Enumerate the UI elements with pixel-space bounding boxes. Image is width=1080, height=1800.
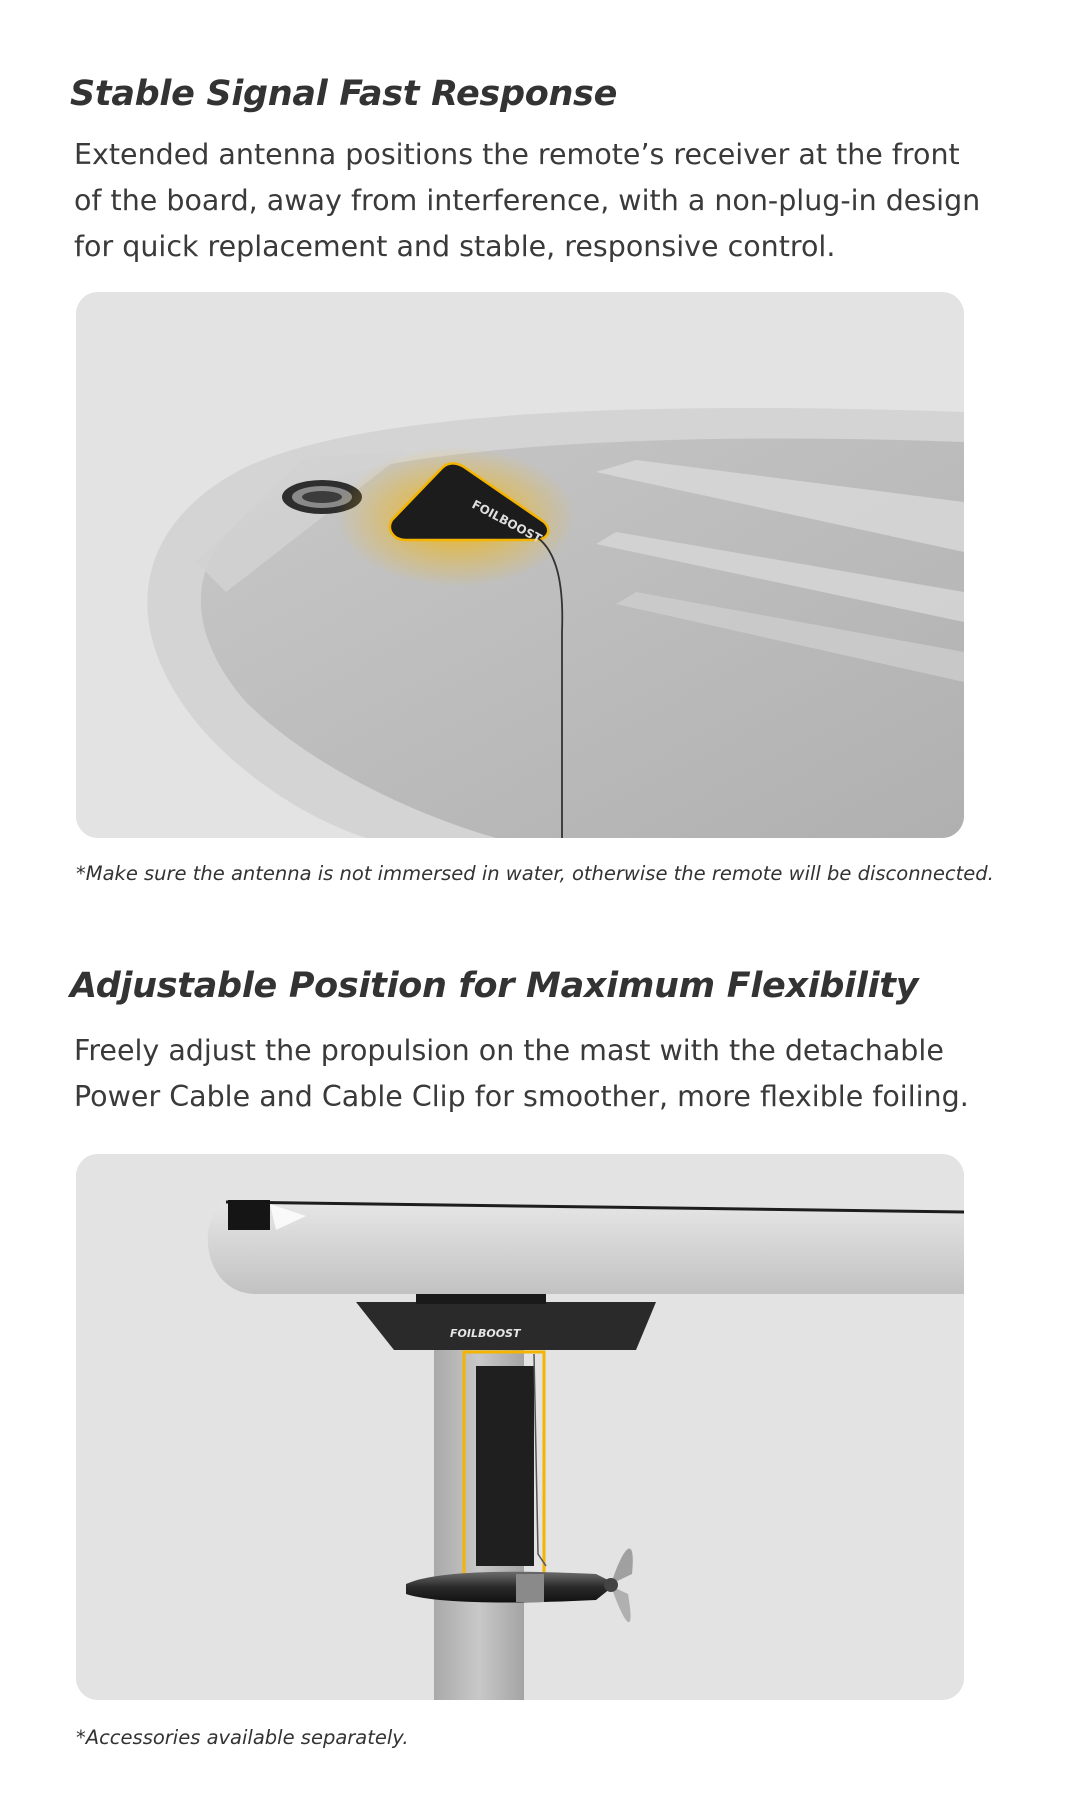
antenna-product-image	[76, 292, 964, 838]
antenna-brand-label: FOILBOOST	[469, 497, 545, 546]
section-title: Stable Signal Fast Response	[70, 74, 618, 114]
section-description: Extended antenna positions the remote’s receiver at the front of the board, away from interference, with a non-plug-in design for quick replacement and stable, responsive control.	[74, 138, 981, 263]
antenna-note: *Make sure the antenna is not immersed in water, otherwise the remote will be disconnected.	[76, 862, 994, 885]
mast-product-image	[76, 1154, 964, 1700]
section-title: Adjustable Position for Maximum Flexibility	[70, 966, 919, 1006]
accessories-note: *Accessories available separately.	[76, 1726, 409, 1749]
section-description: Freely adjust the propulsion on the mast with the detachable Power Cable and Cable Clip for smoother, more flexible foiling.	[74, 1034, 969, 1113]
mount-brand-label: FOILBOOST	[450, 1327, 521, 1340]
board-antenna-illustration	[76, 292, 964, 838]
mast-propulsion-illustration	[76, 1154, 964, 1700]
